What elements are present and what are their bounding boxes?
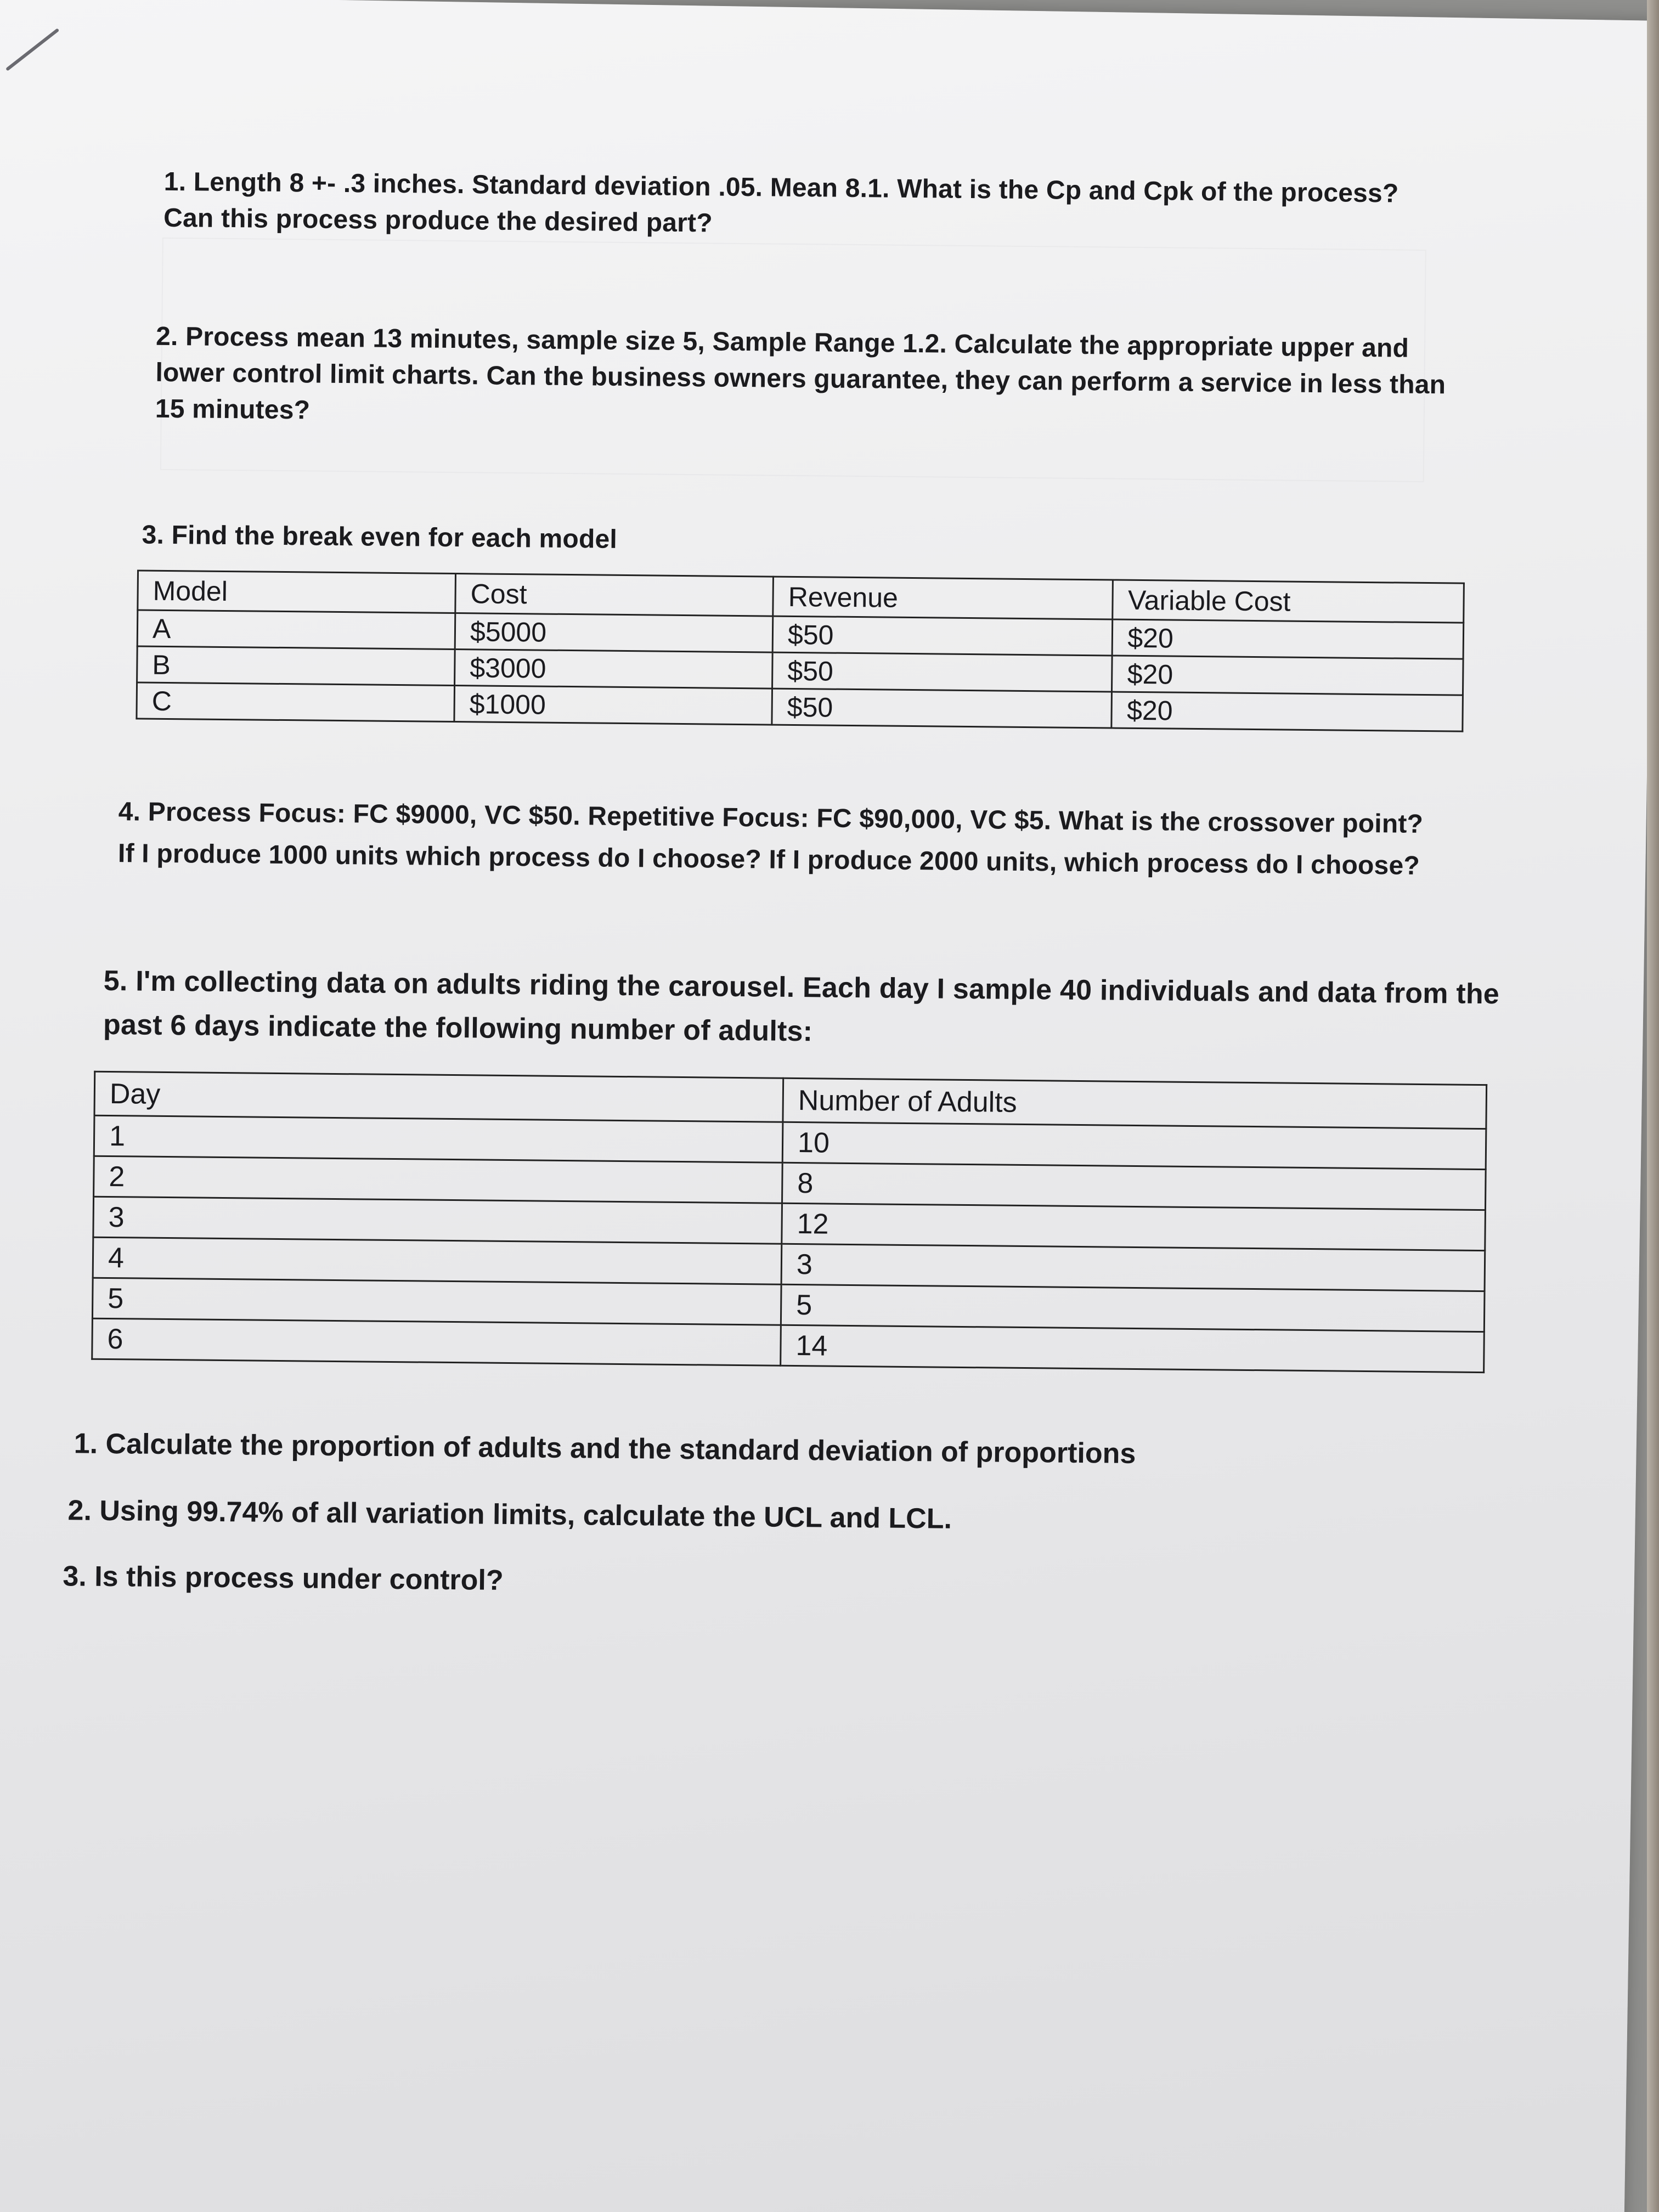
question-1-line-2: Can this process produce the desired part? (163, 203, 713, 238)
variable-cost-cell: $20 (1112, 656, 1463, 695)
adults-cell: 8 (782, 1163, 1486, 1210)
adults-cell: 14 (781, 1325, 1485, 1372)
question-4-line-2: If I produce 1000 units which process do I choose? If I produce 2000 units, which process do I choose? (117, 839, 1420, 881)
cost-cell: $5000 (455, 613, 773, 653)
break-even-table (136, 569, 1465, 732)
header-number-of-adults: Number of Adults (783, 1078, 1487, 1128)
header-variable-cost: Variable Cost (1113, 580, 1464, 623)
header-day: Day (94, 1071, 783, 1122)
day-cell: 6 (92, 1318, 781, 1365)
day-cell: 4 (93, 1237, 782, 1284)
header-cost: Cost (455, 574, 774, 617)
revenue-cell: $50 (772, 689, 1112, 728)
model-cell: A (137, 610, 455, 650)
cost-cell: $1000 (454, 686, 772, 725)
question-4 (118, 791, 1523, 888)
subquestion-1: 1. Calculate the proportion of adults and the standard deviation of proportions (74, 1427, 1136, 1470)
day-cell: 5 (92, 1278, 781, 1325)
day-cell: 2 (94, 1156, 783, 1203)
model-cell: B (137, 646, 455, 686)
header-model: Model (138, 571, 456, 613)
question-3-title (142, 517, 855, 560)
subquestion-3: 3. Is this process under control? (63, 1560, 504, 1596)
day-cell: 1 (94, 1115, 783, 1163)
variable-cost-cell: $20 (1113, 619, 1464, 659)
revenue-cell: $50 (772, 652, 1113, 692)
model-cell: C (137, 682, 455, 722)
question-1 (163, 164, 1536, 250)
carousel-data-table (91, 1071, 1487, 1373)
question-1-line-1: 1. Length 8 +- .3 inches. Standard deviation .05. Mean 8.1. What is the Cp and Cpk of the process? (163, 167, 1399, 208)
cost-cell: $3000 (455, 650, 773, 689)
question-4-line-1: 4. Process Focus: FC $9000, VC $50. Repetitive Focus: FC $90,000, VC $5. What is the crossover point? (118, 797, 1424, 839)
day-cell: 3 (93, 1197, 782, 1244)
adults-cell: 5 (781, 1284, 1485, 1331)
question-2 (155, 319, 1528, 441)
question-5 (103, 959, 1530, 1060)
subquestion-2: 2. Using 99.74% of all variation limits, calculate the UCL and LCL. (67, 1494, 952, 1535)
question-2-line-1: 2. Process mean 13 minutes, sample size 5, Sample Range 1.2. Calculate the appropriate upper and (155, 321, 1409, 363)
question-3-title-text: 3. Find the break even for each model (142, 520, 618, 554)
adults-cell: 10 (782, 1122, 1486, 1169)
question-5-line-2: past 6 days indicate the following number of adults: (103, 1008, 813, 1048)
question-5-line-1: 5. I'm collecting data on adults riding the carousel. Each day I sample 40 individuals and data from the (103, 964, 1500, 1011)
revenue-cell: $50 (772, 616, 1113, 656)
question-2-line-2: lower control limit charts. Can the business owners guarantee, they can perform a service in less than (155, 358, 1446, 400)
adults-cell: 12 (782, 1203, 1486, 1250)
adults-cell: 3 (781, 1244, 1485, 1291)
header-revenue: Revenue (773, 577, 1113, 619)
question-2-line-3: 15 minutes? (155, 394, 311, 425)
variable-cost-cell: $20 (1111, 692, 1463, 731)
